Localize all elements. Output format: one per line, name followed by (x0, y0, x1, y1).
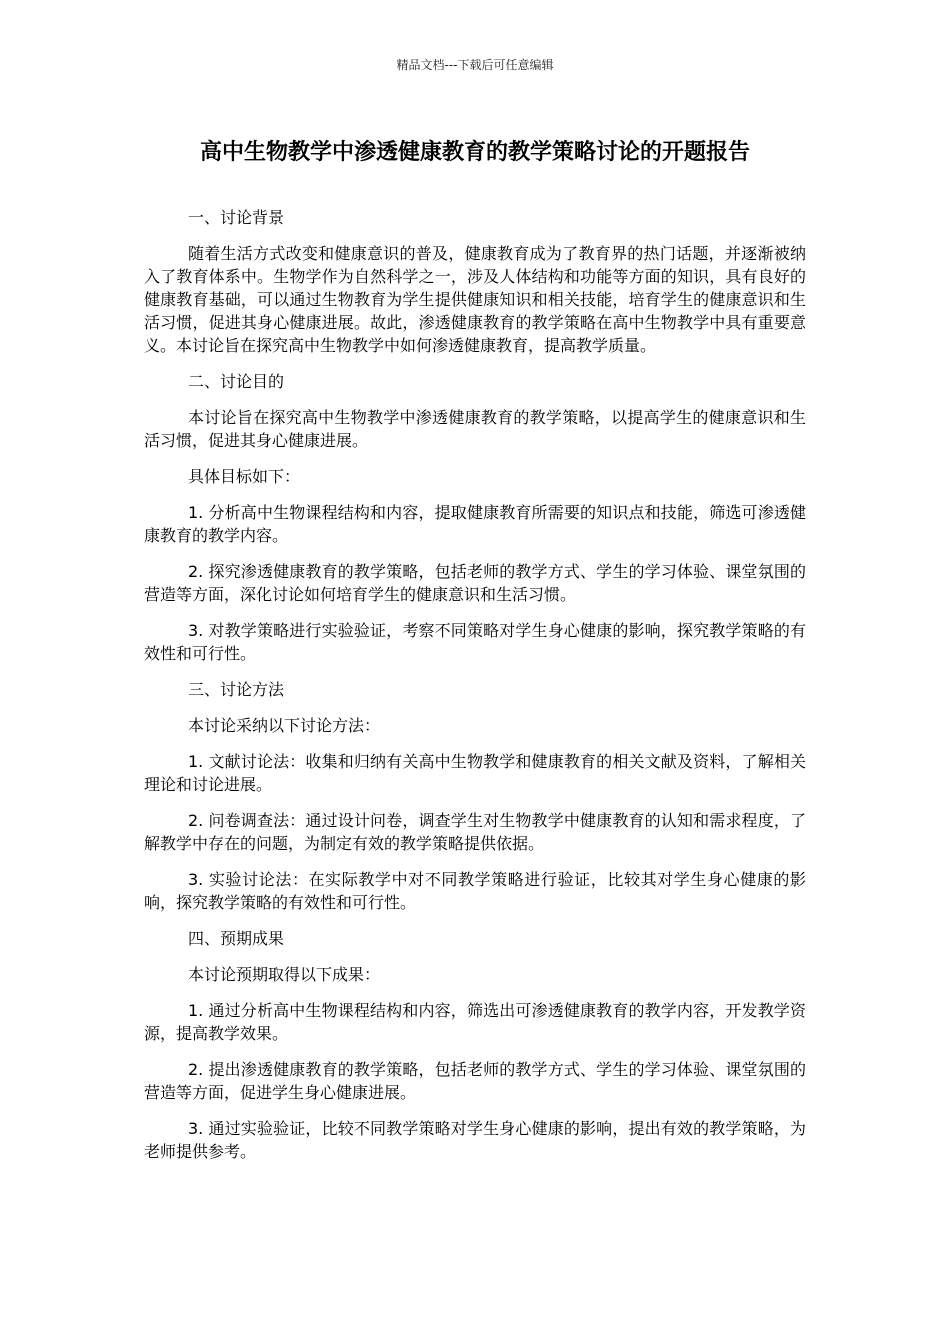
document-body (144, 206, 806, 1176)
section-heading-purpose: 二、讨论目的 (188, 372, 285, 391)
list-item-outcome-1: 1. 通过分析高中生物课程结构和内容，筛选出可渗透健康教育的教学内容，开发教学资源，提高教学效果。 (144, 1001, 806, 1043)
section-heading-outcomes: 四、预期成果 (188, 929, 285, 948)
list-item-outcome-3: 3. 通过实验验证，比较不同教学策略对学生身心健康的影响，提出有效的教学策略，为老师提供参考。 (144, 1119, 806, 1161)
list-item-goal-1: 1. 分析高中生物课程结构和内容，提取健康教育所需要的知识点和技能，筛选可渗透健康教育的教学内容。 (144, 503, 806, 545)
section-heading-background: 一、讨论背景 (188, 208, 285, 227)
paragraph-purpose: 本讨论旨在探究高中生物教学中渗透健康教育的教学策略，以提高学生的健康意识和生活习惯，促进其身心健康进展。 (144, 408, 806, 450)
list-item-method-3: 3. 实验讨论法：在实际教学中对不同教学策略进行验证，比较其对学生身心健康的影响，探究教学策略的有效性和可行性。 (144, 870, 806, 912)
section-heading-methods: 三、讨论方法 (188, 680, 285, 699)
paragraph-outcomes-intro: 本讨论预期取得以下成果： (188, 965, 381, 984)
list-item-method-1: 1. 文献讨论法：收集和归纳有关高中生物教学和健康教育的相关文献及资料，了解相关理论和讨论进展。 (144, 752, 806, 794)
document-title: 高中生物教学中渗透健康教育的教学策略讨论的开题报告 (199, 140, 750, 165)
list-item-method-2: 2. 问卷调查法：通过设计问卷，调查学生对生物教学中健康教育的认知和需求程度，了解教学中存在的问题，为制定有效的教学策略提供依据。 (144, 811, 806, 853)
paragraph-background: 随着生活方式改变和健康意识的普及，健康教育成为了教育界的热门话题，并逐渐被纳入了教育体系中。生物学作为自然科学之一，涉及人体结构和功能等方面的知识，具有良好的健康教育基础，可以通过生物教育为学生提供健康知识和相关技能，培育学生的健康意识和生活习惯，促进其身心健康进展。故此，渗透健康教育的教学策略在高中生物教学中具有重要意义。本讨论旨在探究高中生物教学中如何渗透健康教育，提高教学质量。 (144, 244, 806, 355)
list-item-goal-3: 3. 对教学策略进行实验验证，考察不同策略对学生身心健康的影响，探究教学策略的有效性和可行性。 (144, 621, 806, 663)
paragraph-methods-intro: 本讨论采纳以下讨论方法： (188, 716, 381, 735)
list-item-outcome-2: 2. 提出渗透健康教育的教学策略，包括老师的教学方式、学生的学习体验、课堂氛围的营造等方面，促进学生身心健康进展。 (144, 1060, 806, 1102)
header-note: 精品文档---下载后可任意编辑 (396, 58, 554, 72)
list-item-goal-2: 2. 探究渗透健康教育的教学策略，包括老师的教学方式、学生的学习体验、课堂氛围的营造等方面，深化讨论如何培育学生的健康意识和生活习惯。 (144, 562, 806, 604)
paragraph-goals-intro: 具体目标如下： (188, 467, 301, 486)
